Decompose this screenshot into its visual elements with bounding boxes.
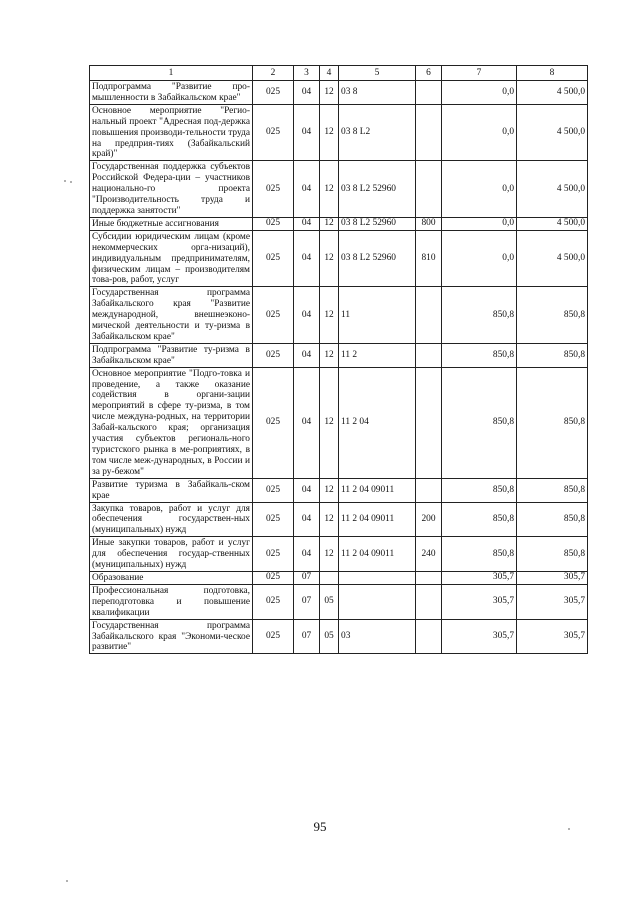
cell-col-2: 025 (253, 571, 294, 584)
cell-col-3: 07 (294, 584, 320, 619)
cell-col-6 (416, 343, 442, 367)
cell-col-6: 240 (416, 537, 442, 572)
cell-col-6: 810 (416, 230, 442, 287)
scan-speck (568, 828, 570, 830)
cell-col-7: 850,8 (442, 478, 517, 502)
cell-col-6: 200 (416, 502, 442, 537)
cell-col-5: 11 2 04 09011 (339, 537, 416, 572)
row-name: Государственная поддержка субъектов Российской Федера-ции – участников национально-го проекта "Производительность труда и поддержка занятости" (90, 161, 253, 218)
cell-col-8: 850,8 (517, 367, 588, 478)
cell-col-6 (416, 81, 442, 105)
cell-col-2: 025 (253, 343, 294, 367)
cell-col-5: 03 8 L2 (339, 104, 416, 161)
cell-col-3: 04 (294, 104, 320, 161)
cell-col-2: 025 (253, 478, 294, 502)
header-col-5: 5 (339, 66, 416, 81)
cell-col-6 (416, 367, 442, 478)
table-row (90, 161, 588, 218)
table-row (90, 230, 588, 287)
cell-col-7: 850,8 (442, 367, 517, 478)
row-name: Основное мероприятие "Регио-нальный проект "Адресная под-держка повышения производи-тельности труда на предприя-тиях (Забайкальский край)" (90, 104, 253, 161)
cell-col-2: 025 (253, 367, 294, 478)
cell-col-3: 04 (294, 217, 320, 230)
page-number: 95 (313, 819, 327, 834)
row-name: Подпрограмма "Развитие ту-ризма в Забайкальском крае" (90, 343, 253, 367)
cell-col-2: 025 (253, 584, 294, 619)
scan-speck (64, 180, 66, 182)
row-name: Иные закупки товаров, работ и услуг для обеспечения государ-ственных (муниципальных) нужд (90, 537, 253, 572)
cell-col-7: 305,7 (442, 619, 517, 654)
cell-col-5: 11 2 04 (339, 367, 416, 478)
cell-col-8: 305,7 (517, 571, 588, 584)
cell-col-7: 305,7 (442, 571, 517, 584)
cell-col-8: 850,8 (517, 502, 588, 537)
budget-table (89, 65, 588, 654)
table-row (90, 502, 588, 537)
table-row (90, 619, 588, 654)
cell-col-3: 04 (294, 478, 320, 502)
cell-col-3: 04 (294, 230, 320, 287)
table-row (90, 217, 588, 230)
cell-col-6 (416, 104, 442, 161)
table-row (90, 287, 588, 344)
header-col-1: 1 (90, 66, 253, 81)
cell-col-4: 12 (320, 104, 339, 161)
row-name: Образование (90, 571, 253, 584)
cell-col-7: 0,0 (442, 104, 517, 161)
cell-col-8: 850,8 (517, 537, 588, 572)
row-name: Государственная программа Забайкальского края "Экономи-ческое развитие" (90, 619, 253, 654)
row-name: Основное мероприятие "Подго-товка и проведение, а также оказание содействия в органи-зации мероприятий в сфере ту-ризма, в том числе междуна-родных, на территории Забай-кальского края; организация участия субъектов региональ-ного туристского рынка в ме-роприятиях, в том числе меж-дународных, в России и за ру-бежом" (90, 367, 253, 478)
cell-col-7: 850,8 (442, 343, 517, 367)
cell-col-7: 0,0 (442, 217, 517, 230)
table-row (90, 584, 588, 619)
table-row (90, 343, 588, 367)
cell-col-5: 03 8 (339, 81, 416, 105)
row-name: Подпрограмма "Развитие про-мышленности в Забайкальском крае" (90, 81, 253, 105)
row-name: Субсидии юридическим лицам (кроме некоммерческих орга-низаций), индивидуальным предпринимателям, физическим лицам – производителям това-ров, работ, услуг (90, 230, 253, 287)
cell-col-3: 04 (294, 537, 320, 572)
row-name: Иные бюджетные ассигнования (90, 217, 253, 230)
cell-col-3: 04 (294, 502, 320, 537)
cell-col-5: 03 8 L2 52960 (339, 161, 416, 218)
cell-col-2: 025 (253, 619, 294, 654)
cell-col-2: 025 (253, 217, 294, 230)
cell-col-6: 800 (416, 217, 442, 230)
header-col-8: 8 (517, 66, 588, 81)
cell-col-2: 025 (253, 287, 294, 344)
cell-col-3: 04 (294, 367, 320, 478)
cell-col-3: 04 (294, 81, 320, 105)
cell-col-8: 4 500,0 (517, 217, 588, 230)
cell-col-5 (339, 584, 416, 619)
cell-col-8: 4 500,0 (517, 81, 588, 105)
row-name: Государственная программа Забайкальского края "Развитие международной, внешнеэконо-мической деятельности и ту-ризма в Забайкальском крае" (90, 287, 253, 344)
cell-col-2: 025 (253, 81, 294, 105)
cell-col-4: 12 (320, 502, 339, 537)
cell-col-6 (416, 571, 442, 584)
cell-col-4: 12 (320, 478, 339, 502)
row-name: Закупка товаров, работ и услуг для обеспечения государствен-ных (муниципальных) нужд (90, 502, 253, 537)
cell-col-4: 12 (320, 287, 339, 344)
header-col-3: 3 (294, 66, 320, 81)
cell-col-2: 025 (253, 537, 294, 572)
cell-col-3: 07 (294, 619, 320, 654)
cell-col-4 (320, 571, 339, 584)
cell-col-7: 850,8 (442, 537, 517, 572)
table-row (90, 537, 588, 572)
cell-col-8: 305,7 (517, 584, 588, 619)
cell-col-8: 850,8 (517, 478, 588, 502)
cell-col-8: 4 500,0 (517, 161, 588, 218)
cell-col-2: 025 (253, 104, 294, 161)
cell-col-5: 03 8 L2 52960 (339, 230, 416, 287)
header-col-7: 7 (442, 66, 517, 81)
table-row (90, 478, 588, 502)
row-name: Развитие туризма в Забайкаль-ском крае (90, 478, 253, 502)
cell-col-4: 05 (320, 584, 339, 619)
header-col-4: 4 (320, 66, 339, 81)
cell-col-6 (416, 584, 442, 619)
cell-col-7: 305,7 (442, 584, 517, 619)
table-header-row (90, 66, 588, 81)
scan-speck (70, 181, 72, 183)
table-row (90, 367, 588, 478)
cell-col-4: 12 (320, 537, 339, 572)
cell-col-5: 11 2 04 09011 (339, 502, 416, 537)
cell-col-4: 12 (320, 81, 339, 105)
cell-col-5: 11 2 (339, 343, 416, 367)
cell-col-2: 025 (253, 230, 294, 287)
cell-col-4: 05 (320, 619, 339, 654)
cell-col-7: 850,8 (442, 502, 517, 537)
table-row (90, 571, 588, 584)
cell-col-8: 305,7 (517, 619, 588, 654)
cell-col-6 (416, 619, 442, 654)
cell-col-5: 11 (339, 287, 416, 344)
cell-col-4: 12 (320, 217, 339, 230)
header-col-2: 2 (253, 66, 294, 81)
cell-col-3: 04 (294, 343, 320, 367)
header-col-6: 6 (416, 66, 442, 81)
cell-col-7: 0,0 (442, 161, 517, 218)
row-name: Профессиональная подготовка, переподготовка и повышение квалификации (90, 584, 253, 619)
cell-col-4: 12 (320, 343, 339, 367)
cell-col-2: 025 (253, 502, 294, 537)
cell-col-8: 4 500,0 (517, 104, 588, 161)
cell-col-4: 12 (320, 161, 339, 218)
cell-col-8: 850,8 (517, 287, 588, 344)
cell-col-8: 850,8 (517, 343, 588, 367)
cell-col-5: 03 8 L2 52960 (339, 217, 416, 230)
cell-col-4: 12 (320, 367, 339, 478)
cell-col-5: 03 (339, 619, 416, 654)
cell-col-6 (416, 478, 442, 502)
cell-col-5: 11 2 04 09011 (339, 478, 416, 502)
cell-col-7: 0,0 (442, 230, 517, 287)
cell-col-3: 04 (294, 161, 320, 218)
cell-col-4: 12 (320, 230, 339, 287)
table-row (90, 104, 588, 161)
cell-col-5 (339, 571, 416, 584)
cell-col-8: 4 500,0 (517, 230, 588, 287)
scan-speck (66, 880, 68, 882)
cell-col-3: 07 (294, 571, 320, 584)
cell-col-6 (416, 161, 442, 218)
cell-col-6 (416, 287, 442, 344)
cell-col-7: 0,0 (442, 81, 517, 105)
cell-col-3: 04 (294, 287, 320, 344)
table-row (90, 81, 588, 105)
cell-col-2: 025 (253, 161, 294, 218)
cell-col-7: 850,8 (442, 287, 517, 344)
